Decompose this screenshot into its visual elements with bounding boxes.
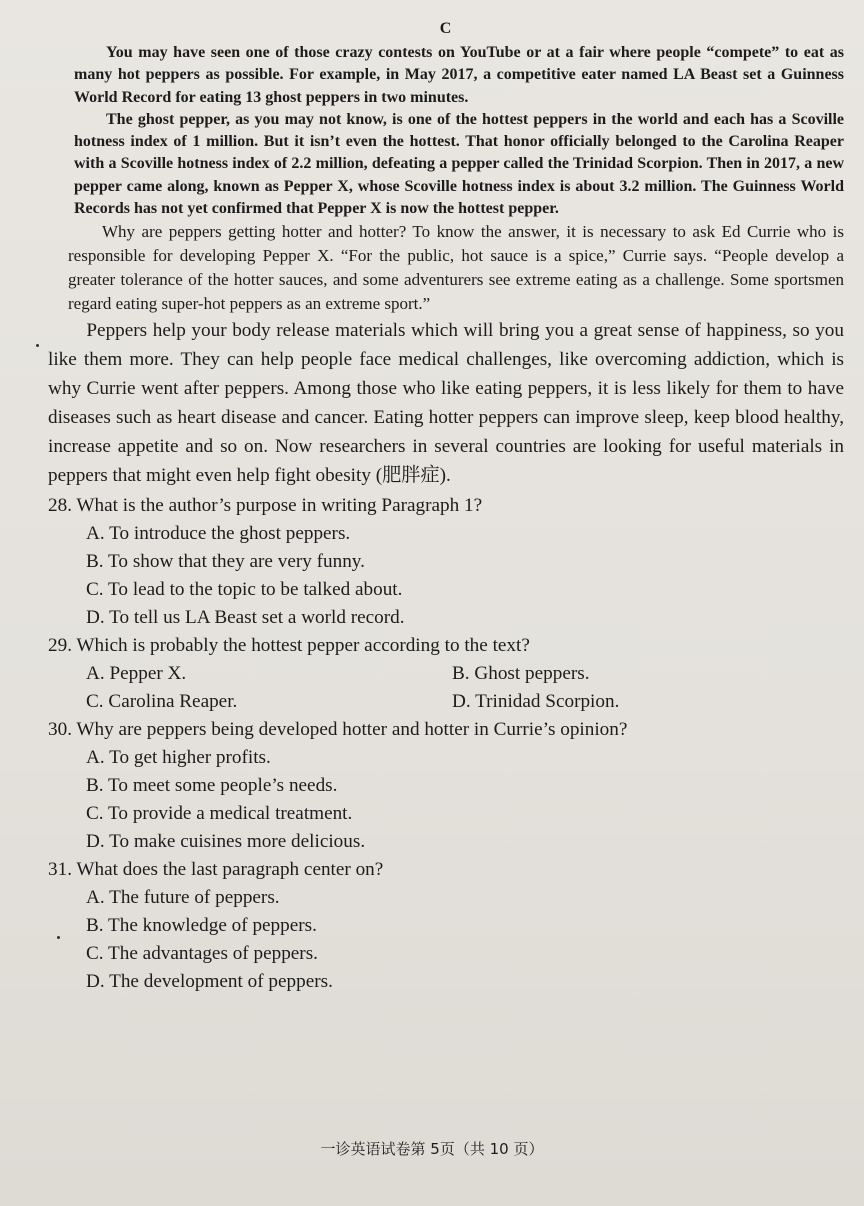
question-stem: 28. What is the author’s purpose in writing Paragraph 1? <box>48 495 483 517</box>
option-a: A. To get higher profits. <box>86 747 271 769</box>
paragraph-2: The ghost pepper, as you may not know, is one of the hottest peppers in the world and each has a Scoville hotness index of 1 million. But it isn’t even the hottest. That honor officially belonged to the Carolina Reaper with a Scoville hotness index of 2.2 million, defeating a pepper called the Trinidad Scorpion. Then in 2017, a new pepper came along, known as Pepper X, whose Scoville hotness index is about 3.2 million. The Guinness World Records has not yet confirmed that Pepper X is now the hottest pepper. <box>74 110 844 218</box>
option-c: C. The advantages of peppers. <box>86 943 318 965</box>
stray-mark <box>36 344 39 347</box>
option-b: B. To show that they are very funny. <box>86 551 365 573</box>
page-footer: 一诊英语试卷第 5页（共 10 页） <box>320 1140 544 1158</box>
question-29 <box>48 632 844 716</box>
option-d: D. To make cuisines more delicious. <box>86 831 366 853</box>
paragraph-1: You may have seen one of those crazy contests on YouTube or at a fair where people “compete” to eat as many hot peppers as possible. For example, in May 2017, a competitive eater named LA Beast set a Guinness World Record for eating 13 ghost peppers in two minutes. <box>74 44 844 106</box>
option-b: B. Ghost peppers. <box>452 663 590 685</box>
option-row <box>48 660 844 688</box>
question-stem: 30. Why are peppers being developed hotter and hotter in Currie’s opinion? <box>48 719 628 741</box>
option-c: C. To provide a medical treatment. <box>86 803 353 825</box>
option-a: A. Pepper X. <box>86 663 187 685</box>
option-a: A. To introduce the ghost peppers. <box>86 523 351 545</box>
question-stem: 29. Which is probably the hottest pepper according to the text? <box>48 635 530 657</box>
stray-mark <box>57 936 60 939</box>
option-d: D. The development of peppers. <box>86 971 333 993</box>
option-b: B. The knowledge of peppers. <box>86 915 317 937</box>
paragraph-4: Peppers help your body release materials which will bring you a great sense of happiness, so you like them more. They can help people face medical challenges, like overcoming addiction, which is why Currie went after peppers. Among those who like eating peppers, it is less likely for them to have diseases such as heart disease and cancer. Eating hotter peppers can improve sleep, keep blood healthy, increase appetite and so on. Now researchers in several countries are looking for useful materials in peppers that might even help fight obesity (肥胖症). <box>48 320 844 487</box>
option-d: D. Trinidad Scorpion. <box>452 691 620 713</box>
question-stem: 31. What does the last paragraph center on? <box>48 859 384 881</box>
option-a: A. The future of peppers. <box>86 887 280 909</box>
question-30 <box>48 716 844 856</box>
question-28 <box>48 492 844 632</box>
question-list <box>48 492 844 996</box>
option-c: C. To lead to the topic to be talked about. <box>86 579 403 601</box>
question-31 <box>48 856 844 996</box>
section-letter: C <box>439 20 453 37</box>
option-row <box>48 688 844 716</box>
option-d: D. To tell us LA Beast set a world record. <box>86 607 405 629</box>
option-c: C. Carolina Reaper. <box>86 691 238 713</box>
option-b: B. To meet some people’s needs. <box>86 775 338 797</box>
paragraph-3: Why are peppers getting hotter and hotter? To know the answer, it is necessary to ask Ed Currie who is responsible for developing Pepper X. “For the public, hot sauce is a spice,” Currie says. “People develop a greater tolerance of the hotter sauces, and some adventurers see extreme eating as a challenge. Some sportsmen regard eating super-hot peppers as an extreme sport.” <box>68 222 844 314</box>
